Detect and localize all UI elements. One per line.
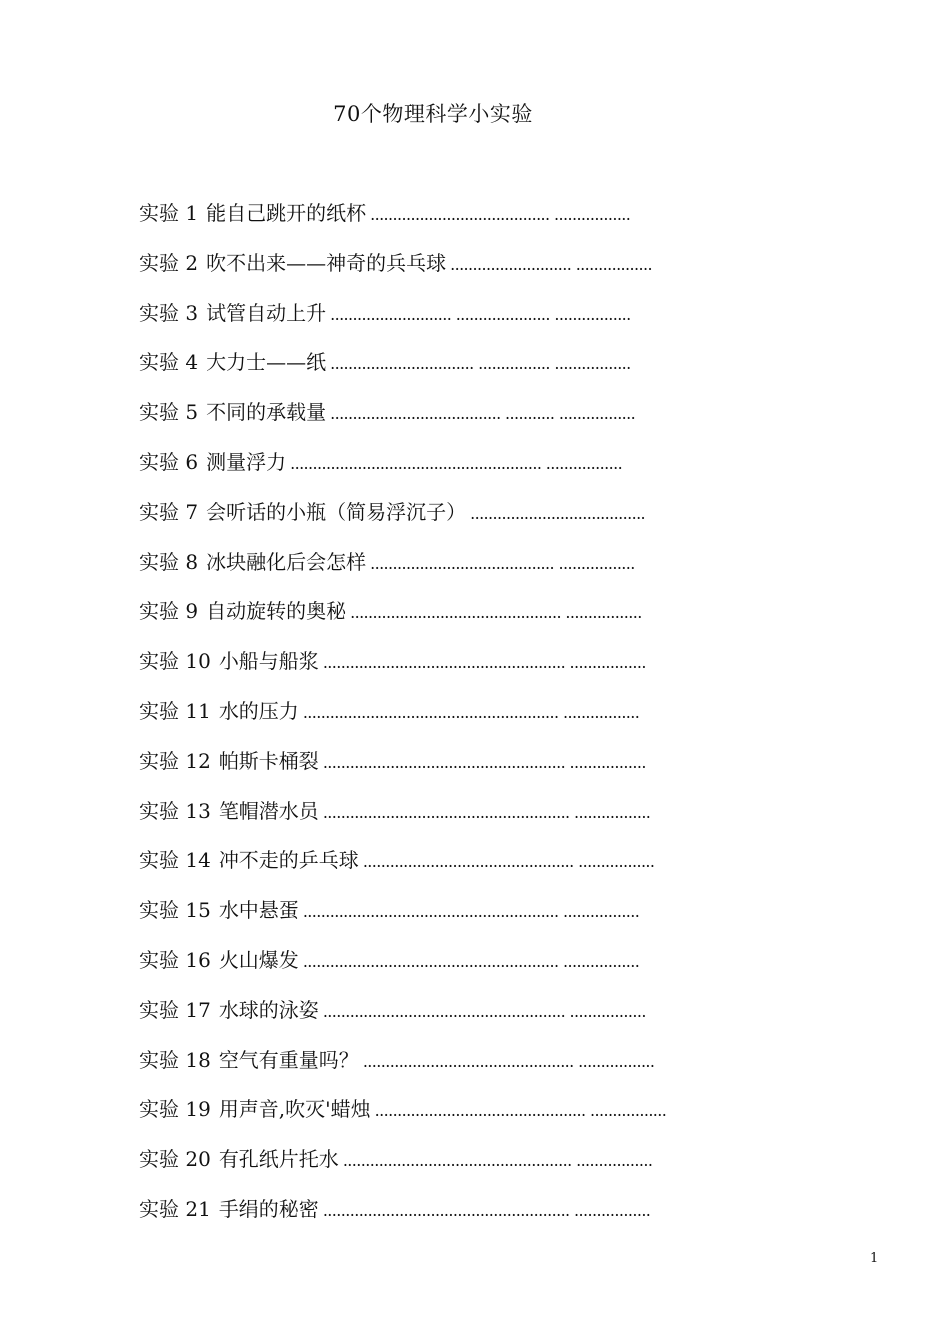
toc-item-leader: ................................................... ................. xyxy=(342,1151,653,1171)
toc-item-leader: ............................................... ................. xyxy=(350,603,642,623)
toc-item-title: 笔帽潜水员 xyxy=(218,798,319,823)
toc-item[interactable] xyxy=(139,996,666,1046)
toc-item[interactable] xyxy=(139,448,666,498)
toc-item-leader: ...................................................... ................. xyxy=(322,752,646,772)
page-title: 70个物理科学小实验 xyxy=(333,102,533,126)
toc-item-title: 测量浮力 xyxy=(206,449,287,474)
toc-item[interactable] xyxy=(139,1046,666,1096)
toc-item-leader: ........................... ................. xyxy=(450,254,652,274)
toc-item-leader: ............................................... ................. xyxy=(362,852,655,872)
toc-item-number: 实验 8 xyxy=(139,549,199,574)
toc-item-title: 水中悬蛋 xyxy=(218,898,299,923)
toc-item[interactable] xyxy=(139,896,666,946)
toc-item[interactable] xyxy=(139,946,666,996)
toc-item-number: 实验 17 xyxy=(139,997,211,1022)
toc-item-title: 空气有重量吗？ xyxy=(218,1047,359,1072)
toc-item-number: 实验 9 xyxy=(139,599,199,624)
toc-item-number: 实验 16 xyxy=(139,947,211,972)
toc-item-title: 冰块融化后会怎样 xyxy=(206,549,367,574)
toc-item[interactable] xyxy=(139,249,666,299)
toc-item-title: 试管自动上升 xyxy=(206,300,327,325)
toc-item-title: 不同的承载量 xyxy=(206,400,327,425)
toc-item-title: 帕斯卡桶裂 xyxy=(218,748,319,773)
toc-item-number: 实验 3 xyxy=(139,300,199,325)
toc-item-number: 实验 21 xyxy=(139,1196,211,1221)
toc-item-number: 实验 18 xyxy=(139,1047,211,1072)
toc-item-leader: ................................ ................ ................. xyxy=(330,354,631,374)
toc-item-title: 会听话的小瓶（简易浮沉子） xyxy=(206,499,467,524)
toc-item-title: 冲不走的乒乓球 xyxy=(218,848,359,873)
toc-item-number: 实验 15 xyxy=(139,898,211,923)
toc-item[interactable] xyxy=(139,846,666,896)
toc-item-number: 实验 6 xyxy=(139,449,199,474)
toc-item-leader: ........................... ..................... ................. xyxy=(330,304,631,324)
toc-item-number: 实验 19 xyxy=(139,1097,211,1122)
toc-item-number: 实验 13 xyxy=(139,798,211,823)
toc-item-title: 大力士——纸 xyxy=(206,350,327,375)
toc-item-leader: ....................................... xyxy=(470,503,646,523)
table-of-contents xyxy=(139,199,666,1245)
toc-item-number: 实验 2 xyxy=(139,250,199,275)
toc-item[interactable] xyxy=(139,548,666,598)
toc-item-number: 实验 20 xyxy=(139,1147,211,1172)
toc-item-leader: ............................................... ................. xyxy=(374,1101,667,1121)
toc-item-title: 吹不出来——神奇的兵乓球 xyxy=(206,250,447,275)
toc-item[interactable] xyxy=(139,348,666,398)
toc-item-number: 实验 5 xyxy=(139,400,199,425)
toc-item-leader: ........................................ ................. xyxy=(370,205,631,224)
toc-item[interactable] xyxy=(139,797,666,847)
toc-item-title: 能自己跳开的纸杯 xyxy=(206,201,367,225)
toc-item-title: 水的压力 xyxy=(218,698,299,723)
toc-item-leader: ...................................... ........... ................. xyxy=(330,404,636,424)
toc-item[interactable] xyxy=(139,1095,666,1145)
toc-item[interactable] xyxy=(139,1145,666,1195)
toc-item-number: 实验 14 xyxy=(139,848,211,873)
toc-item[interactable] xyxy=(139,1195,666,1245)
toc-item[interactable] xyxy=(139,398,666,448)
toc-item-title: 用声音,吹灭'蜡烛 xyxy=(218,1097,371,1122)
toc-item[interactable] xyxy=(139,199,666,249)
toc-item[interactable] xyxy=(139,697,666,747)
toc-item-number: 实验 12 xyxy=(139,748,211,773)
toc-item-leader: ......................................... ................. xyxy=(370,553,635,573)
toc-item[interactable] xyxy=(139,647,666,697)
toc-item-leader: ...................................................... ................. xyxy=(322,1001,646,1021)
toc-item-number: 实验 7 xyxy=(139,499,199,524)
toc-item-leader: ...................................................... ................. xyxy=(322,653,646,673)
toc-item-leader: ........................................................ ................. xyxy=(290,453,623,473)
toc-item-title: 小船与船浆 xyxy=(218,649,319,674)
toc-item-title: 火山爆发 xyxy=(218,947,299,972)
toc-item[interactable] xyxy=(139,498,666,548)
toc-item-leader: ......................................................... ................. xyxy=(302,902,640,922)
toc-item-title: 水球的泳姿 xyxy=(218,997,319,1022)
toc-item-number: 实验 11 xyxy=(139,698,211,723)
toc-item-number: 实验 4 xyxy=(139,350,199,375)
toc-item-title: 有孔纸片托水 xyxy=(218,1147,339,1172)
toc-item-leader: ....................................................... ................. xyxy=(322,802,651,822)
toc-item-title: 自动旋转的奥秘 xyxy=(206,599,347,624)
toc-item-leader: ......................................................... ................. xyxy=(302,951,640,971)
toc-item-number: 实验 10 xyxy=(139,649,211,674)
toc-item[interactable] xyxy=(139,299,666,349)
toc-item[interactable] xyxy=(139,747,666,797)
toc-item-title: 手绢的秘密 xyxy=(218,1196,319,1221)
toc-item-leader: ......................................................... ................. xyxy=(302,702,640,722)
toc-item-leader: ....................................................... ................. xyxy=(322,1200,651,1220)
toc-item-leader: ............................................... ................. xyxy=(362,1051,655,1071)
toc-item[interactable] xyxy=(139,597,666,647)
page-number: 1 xyxy=(870,1251,879,1266)
toc-item-number: 实验 1 xyxy=(139,201,199,225)
